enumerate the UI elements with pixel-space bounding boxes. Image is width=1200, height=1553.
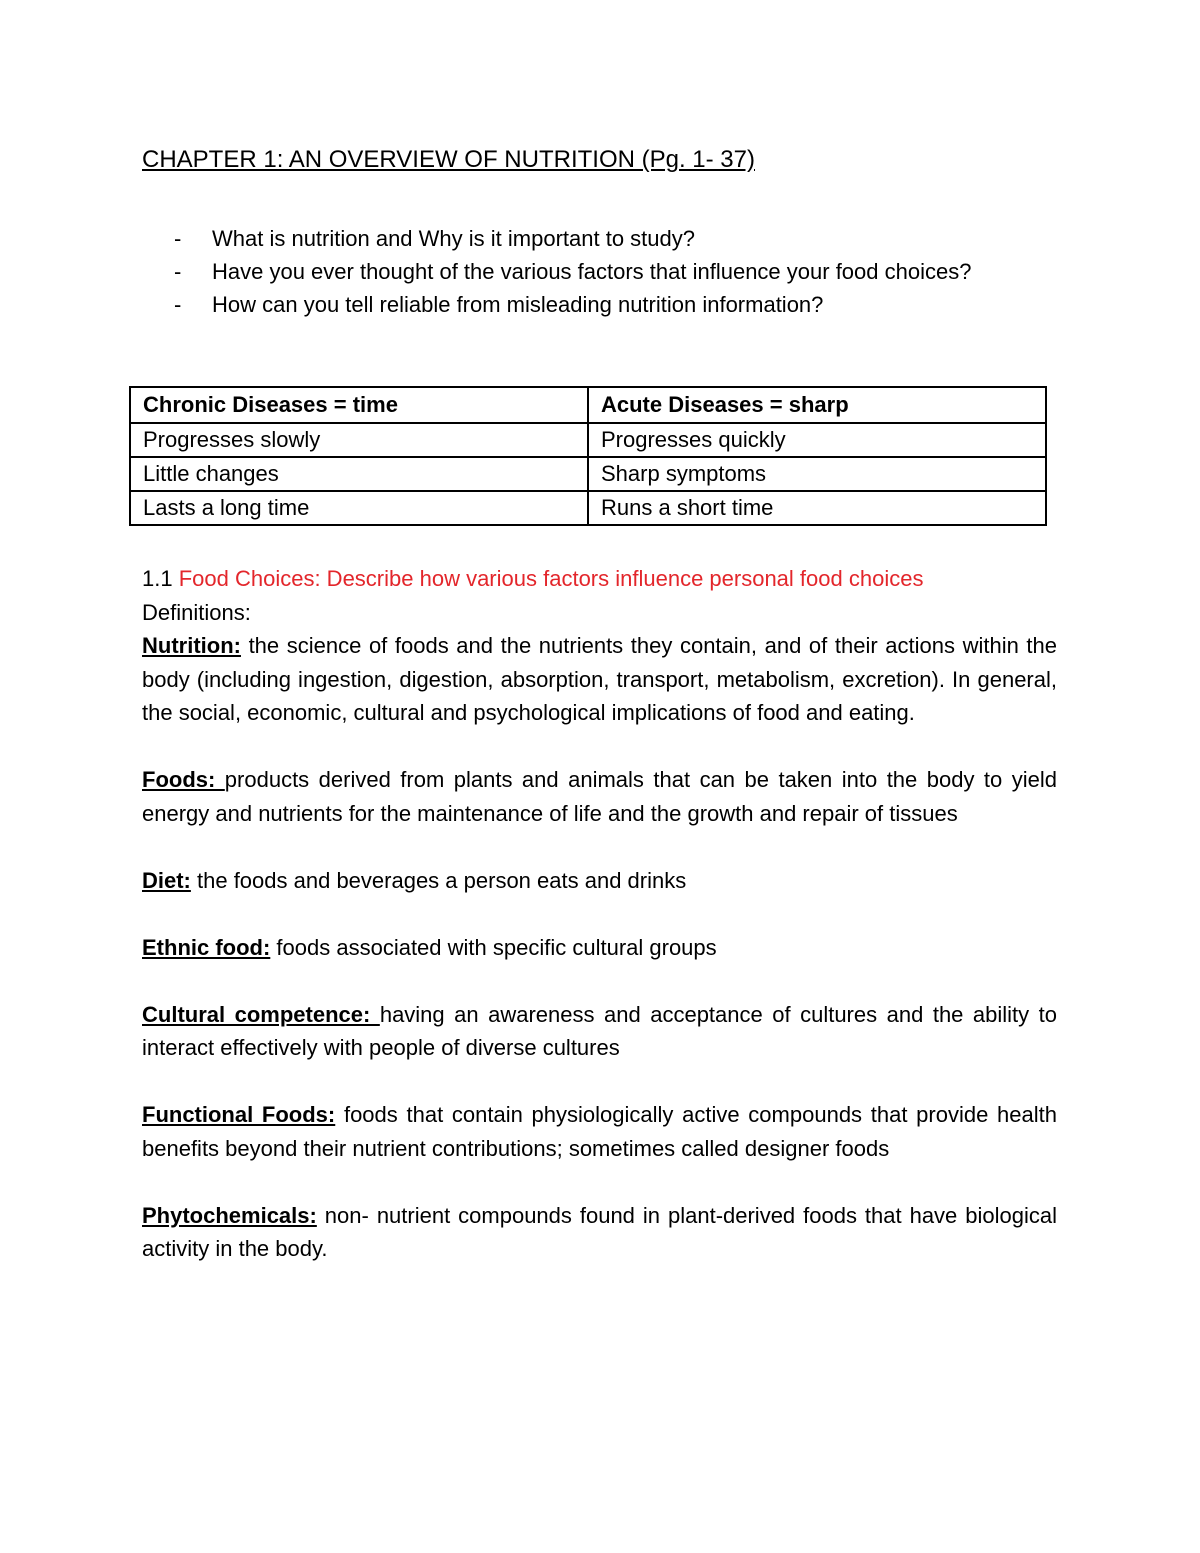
question-list [174,222,1034,321]
table-cell: Runs a short time [588,491,1046,525]
chapter-title: CHAPTER 1: AN OVERVIEW OF NUTRITION (Pg. 1- 37) [142,146,755,173]
table-header-cell: Acute Diseases = sharp [588,387,1046,423]
definition-term: Ethnic food: [142,934,271,960]
definition-foods [142,763,1057,830]
table-row [130,491,1046,525]
definition-term: Cultural competence: [142,1001,380,1027]
table-cell: Lasts a long time [130,491,588,525]
definition-term: Diet: [142,867,191,893]
section-number: 1.1 [142,566,173,591]
definition-phytochemicals [142,1199,1057,1266]
disease-comparison-table [129,386,1047,526]
definition-text: products derived from plants and animals that can be taken into the body to yield energy and nutrients for the maintenance of life and the growth and repair of tissues [142,767,1057,826]
definitions-label: Definitions: [142,599,251,625]
question-text: Have you ever thought of the various factors that influence your food choices? [212,259,972,284]
definition-text: the science of foods and the nutrients they contain, and of their actions within the body (including ingestion, digestion, absorption, transport, metabolism, excretion). In general, the social, economic, cultural and psychological implications of food and eating. [142,633,1057,725]
definition-ethnic-food [142,931,1057,965]
definition-text: having an awareness and acceptance of cultures and the ability to interact effectively with people of diverse cultures [142,1001,1058,1060]
bullet-dash: - [174,292,182,317]
definition-nutrition [142,629,1057,730]
table-header-row [130,387,1046,423]
definition-term: Nutrition: [142,633,241,658]
definition-cultural-competence [142,998,1057,1065]
table-cell: Sharp symptoms [588,457,1046,491]
question-item [174,255,1034,288]
table-row [130,423,1046,457]
question-item [174,288,1034,321]
table-cell: Little changes [130,457,588,491]
definition-text: the foods and beverages a person eats and drinks [190,867,687,893]
table-header-cell: Chronic Diseases = time [130,387,588,423]
definition-term: Functional Foods: [142,1102,336,1127]
definition-term: Foods: [142,767,225,792]
definition-text: foods that contain physiologically active compounds that provide health benefits beyond their nutrient contributions; sometimes called designer foods [142,1102,1057,1161]
bullet-dash: - [174,226,182,251]
table-cell: Progresses quickly [588,423,1046,457]
definition-text: non- nutrient compounds found in plant-derived foods that have biological activity in the body. [142,1202,1057,1261]
definition-diet [142,864,1057,898]
table-row [130,457,1046,491]
definition-functional-foods [142,1098,1057,1165]
question-text: What is nutrition and Why is it important to study? [212,226,695,251]
section-heading-text: Food Choices: Describe how various factors influence personal food choices [178,566,924,591]
section-heading [142,562,1057,596]
definition-term: Phytochemicals: [142,1202,317,1228]
section-content [142,562,1057,1299]
table-cell: Progresses slowly [130,423,588,457]
question-text: How can you tell reliable from misleading nutrition information? [212,292,824,317]
definition-text: foods associated with specific cultural groups [270,934,717,960]
question-item [174,222,1034,255]
bullet-dash: - [174,259,182,284]
